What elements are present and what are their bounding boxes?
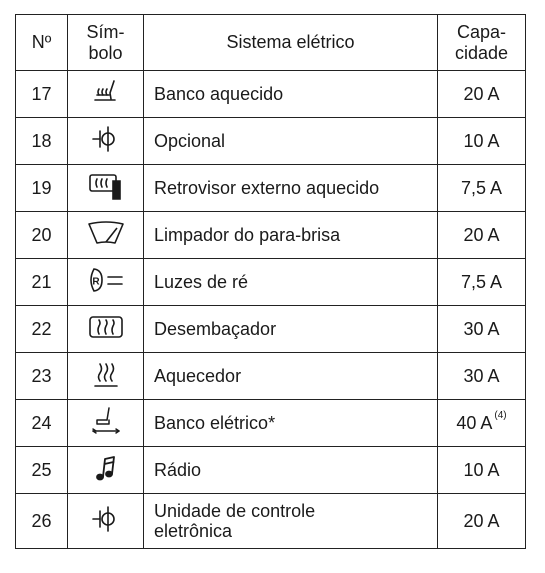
capacity: 30 A	[438, 306, 526, 353]
fuse-number: 18	[16, 118, 68, 165]
table-row	[16, 494, 526, 549]
system-name: Banco aquecido	[144, 71, 438, 118]
rear-defroster-icon	[87, 313, 125, 346]
header-capacity: Capa- cidade	[438, 15, 526, 71]
table-row	[16, 306, 526, 353]
fuse-number: 24	[16, 400, 68, 447]
svg-text:R: R	[91, 276, 100, 287]
fuse-number: 22	[16, 306, 68, 353]
fuse-number: 20	[16, 212, 68, 259]
radio-music-icon	[93, 453, 119, 488]
table-row	[16, 165, 526, 212]
capacity: 7,5 A	[438, 259, 526, 306]
system-name: Desembaçador	[144, 306, 438, 353]
system-name: Luzes de ré	[144, 259, 438, 306]
power-seat-icon	[89, 405, 123, 442]
symbol-cell	[68, 118, 144, 165]
fuse-number: 19	[16, 165, 68, 212]
capacity: 20 A	[438, 494, 526, 549]
symbol-cell	[68, 494, 144, 549]
reverse-lights-icon	[86, 266, 126, 299]
table-row	[16, 353, 526, 400]
header-row	[16, 15, 526, 71]
capacity: 30 A	[438, 353, 526, 400]
table-row	[16, 259, 526, 306]
system-name: Opcional	[144, 118, 438, 165]
symbol-cell	[68, 259, 144, 306]
system-name: Retrovisor externo aquecido	[144, 165, 438, 212]
optional-connector-icon	[89, 124, 123, 159]
symbol-cell	[68, 306, 144, 353]
fuse-number: 23	[16, 353, 68, 400]
table-row	[16, 71, 526, 118]
table-row	[16, 118, 526, 165]
system-name: Limpador do para-brisa	[144, 212, 438, 259]
fuse-number: 17	[16, 71, 68, 118]
fuse-table	[15, 14, 526, 549]
symbol-cell	[68, 165, 144, 212]
footnote-marker: (4)	[494, 409, 507, 421]
capacity: 10 A	[438, 447, 526, 494]
system-name: Banco elétrico*	[144, 400, 438, 447]
header-system: Sistema elétrico	[144, 15, 438, 71]
symbol-cell	[68, 447, 144, 494]
table-row	[16, 447, 526, 494]
table-row	[16, 400, 526, 447]
capacity-cell	[438, 400, 526, 447]
fuse-number: 21	[16, 259, 68, 306]
header-number: Nº	[16, 15, 68, 71]
fuse-number: 25	[16, 447, 68, 494]
electronic-control-unit-icon	[89, 504, 123, 539]
capacity: 20 A	[438, 71, 526, 118]
heater-icon	[91, 359, 121, 394]
system-name: Unidade de controle eletrônica	[144, 494, 438, 549]
capacity: 40 A	[456, 412, 493, 433]
symbol-cell	[68, 71, 144, 118]
capacity: 20 A	[438, 212, 526, 259]
symbol-cell	[68, 400, 144, 447]
symbol-cell	[68, 212, 144, 259]
capacity: 7,5 A	[438, 165, 526, 212]
system-name: Rádio	[144, 447, 438, 494]
symbol-cell	[68, 353, 144, 400]
capacity: 10 A	[438, 118, 526, 165]
header-symbol: Sím- bolo	[68, 15, 144, 71]
system-name: Aquecedor	[144, 353, 438, 400]
heated-mirror-icon	[87, 171, 125, 206]
table-row	[16, 212, 526, 259]
windshield-wiper-icon	[86, 219, 126, 252]
heated-seat-icon	[88, 78, 124, 111]
fuse-number: 26	[16, 494, 68, 549]
